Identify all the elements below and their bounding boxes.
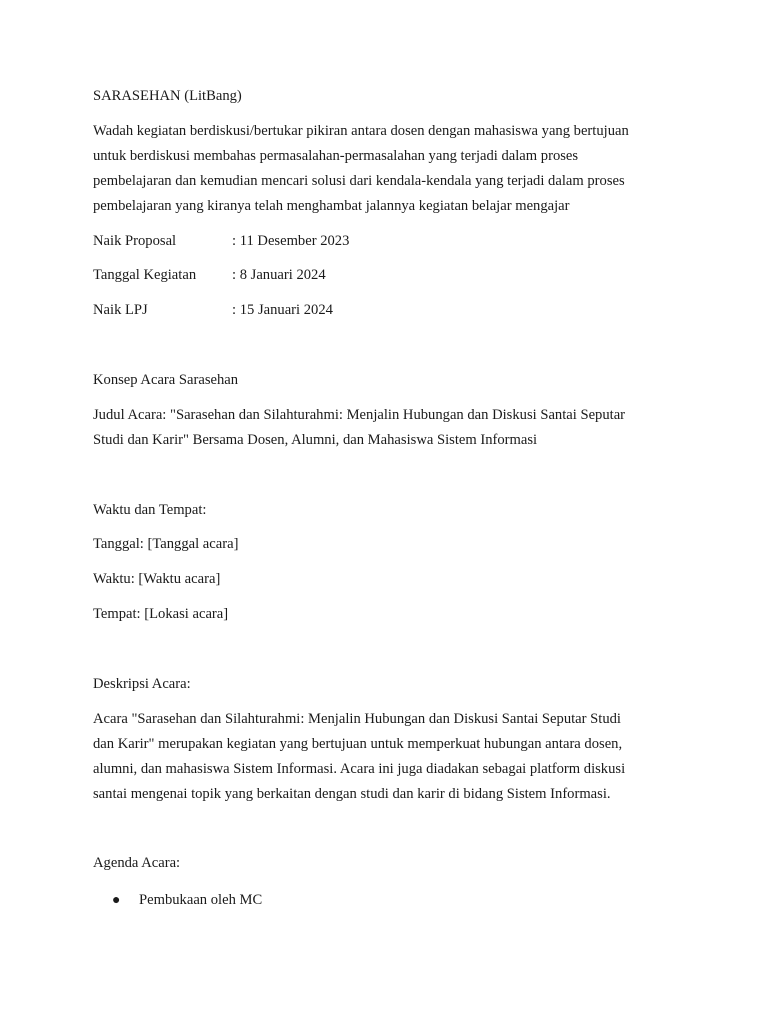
- event-location-line: Tempat: [Lokasi acara]: [93, 606, 229, 622]
- schedule-label: Naik LPJ: [93, 302, 148, 318]
- agenda-heading: Agenda Acara:: [93, 855, 181, 871]
- title-line-1: Judul Acara: "Sarasehan dan Silahturahmi: Menjalin Hubungan dan Diskusi Santai Seputar: [93, 407, 626, 423]
- schedule-label: Tanggal Kegiatan: [93, 267, 197, 283]
- schedule-row-lpj: [93, 302, 333, 319]
- title-line-2: Studi dan Karir" Bersama Dosen, Alumni, dan Mahasiswa Sistem Informasi: [93, 432, 538, 448]
- agenda-list-item: [112, 892, 262, 909]
- event-date-line: Tanggal: [Tanggal acara]: [93, 536, 239, 552]
- document-heading: SARASEHAN (LitBang): [93, 88, 242, 104]
- agenda-item-text: Pembukaan oleh MC: [139, 892, 263, 908]
- intro-line-4: pembelajaran yang kiranya telah menghambat jalannya kegiatan belajar mengajar: [93, 198, 570, 214]
- schedule-value: : 8 Januari 2024: [232, 267, 326, 283]
- concept-heading: Konsep Acara Sarasehan: [93, 372, 239, 388]
- intro-line-1: Wadah kegiatan berdiskusi/bertukar pikiran antara dosen dengan mahasiswa yang bertujuan: [93, 123, 629, 139]
- description-line-1: Acara "Sarasehan dan Silahturahmi: Menjalin Hubungan dan Diskusi Santai Seputar Studi: [93, 711, 621, 727]
- intro-line-3: pembelajaran dan kemudian mencari solusi dari kendala-kendala yang terjadi dalam proses: [93, 173, 625, 189]
- schedule-value: : 15 Januari 2024: [232, 302, 333, 318]
- intro-line-2: untuk berdiskusi membahas permasalahan-permasalahan yang terjadi dalam proses: [93, 148, 579, 164]
- schedule-value: : 11 Desember 2023: [232, 233, 350, 249]
- schedule-row-event-date: [93, 267, 326, 284]
- description-heading: Deskripsi Acara:: [93, 676, 191, 692]
- event-time-line: Waktu: [Waktu acara]: [93, 571, 221, 587]
- description-line-3: alumni, dan mahasiswa Sistem Informasi. Acara ini juga diadakan sebagai platform diskusi: [93, 761, 626, 777]
- schedule-row-proposal: [93, 233, 349, 250]
- description-line-4: santai mengenai topik yang berkaitan dengan studi dan karir di bidang Sistem Informasi.: [93, 786, 611, 802]
- time-place-heading: Waktu dan Tempat:: [93, 502, 207, 518]
- schedule-label: Naik Proposal: [93, 233, 177, 249]
- bullet-icon: ●: [112, 893, 121, 908]
- description-line-2: dan Karir" merupakan kegiatan yang bertujuan untuk memperkuat hubungan antara dosen,: [93, 736, 623, 752]
